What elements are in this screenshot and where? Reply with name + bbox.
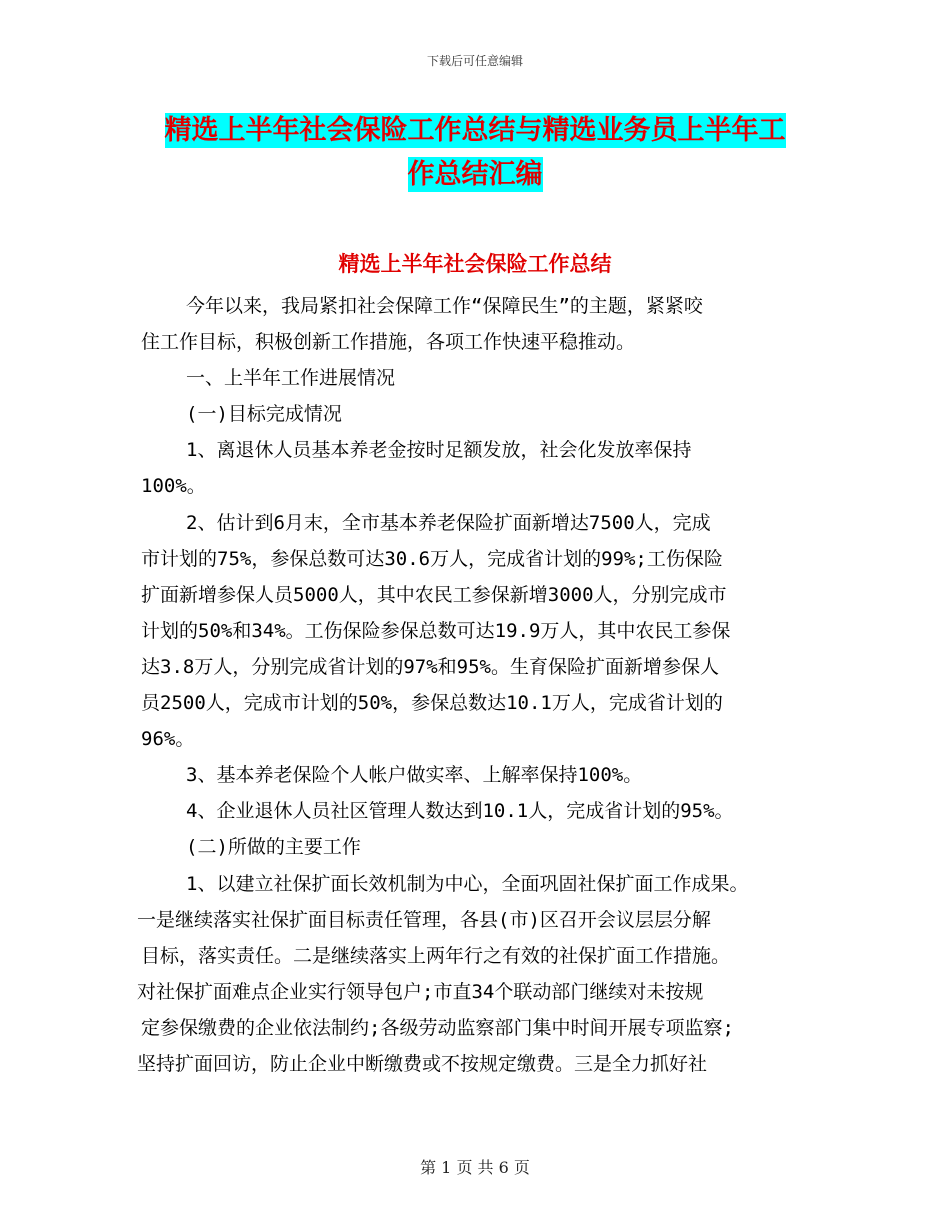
text-line: 目标，落实责任。二是继续落实上两年行之有效的社保扩面工作措施。 <box>141 944 731 967</box>
text-line: 市计划的75%，参保总数可达30.6万人，完成省计划的99%;工伤保险 <box>141 547 723 570</box>
text-line: 住工作目标，积极创新工作措施，各项工作快速平稳推动。 <box>141 331 636 354</box>
text-line: 一是继续落实社保扩面目标责任管理，各县(市)区召开会议层层分解 <box>137 908 711 931</box>
text-line: 2、估计到6月末，全市基本养老保险扩面新增达7500人，完成 <box>186 511 711 534</box>
subsection-heading: (一)目标完成情况 <box>186 403 342 426</box>
page-header: 下载后可任意编辑 <box>426 54 523 68</box>
page-footer: 第 1 页 共 6 页 <box>420 1158 530 1177</box>
document-title-line-2 <box>0 156 950 194</box>
section-heading: 一、上半年工作进展情况 <box>186 367 396 390</box>
text-line: 今年以来，我局紧扣社会保障工作“保障民生”的主题，紧紧咬 <box>186 295 703 317</box>
section-title: 精选上半年社会保险工作总结 <box>338 252 612 276</box>
text-line: 100%。 <box>141 475 206 498</box>
text-line: 定参保缴费的企业依法制约;各级劳动监察部门集中时间开展专项监察; <box>141 1016 734 1039</box>
document-title-line-1 <box>0 112 950 150</box>
subsection-heading: (二)所做的主要工作 <box>186 836 361 859</box>
document-body <box>137 288 831 1082</box>
text-line: 1、以建立社保扩面长效机制为中心，全面巩固社保扩面工作成果。 <box>186 872 749 895</box>
text-line: 4、企业退休人员社区管理人数达到10.1人，完成省计划的95%。 <box>186 800 734 823</box>
text-line: 96%。 <box>141 728 195 751</box>
title-highlight-1: 精选上半年社会保险工作总结与精选业务员上半年工 <box>164 115 786 146</box>
text-line: 1、离退休人员基本养老金按时足额发放，社会化发放率保持 <box>186 439 692 462</box>
text-line: 对社保扩面难点企业实行领导包户;市直34个联动部门继续对未按规 <box>137 980 704 1003</box>
text-line: 员2500人，完成市计划的50%，参保总数达10.1万人，完成省计划的 <box>141 692 723 715</box>
title-highlight-2: 作总结汇编 <box>407 159 543 190</box>
text-line: 坚持扩面回访，防止企业中断缴费或不按规定缴费。三是全力抓好社 <box>137 1052 708 1075</box>
text-line: 计划的50%和34%。工伤保险参保总数可达19.9万人，其中农民工参保 <box>141 619 731 642</box>
text-line: 3、基本养老保险个人帐户做实率、上解率保持100%。 <box>186 764 643 787</box>
text-line: 扩面新增参保人员5000人，其中农民工参保新增3000人，分别完成市 <box>141 583 727 606</box>
text-line: 达3.8万人，分别完成省计划的97%和95%。生育保险扩面新增参保人 <box>141 655 719 678</box>
